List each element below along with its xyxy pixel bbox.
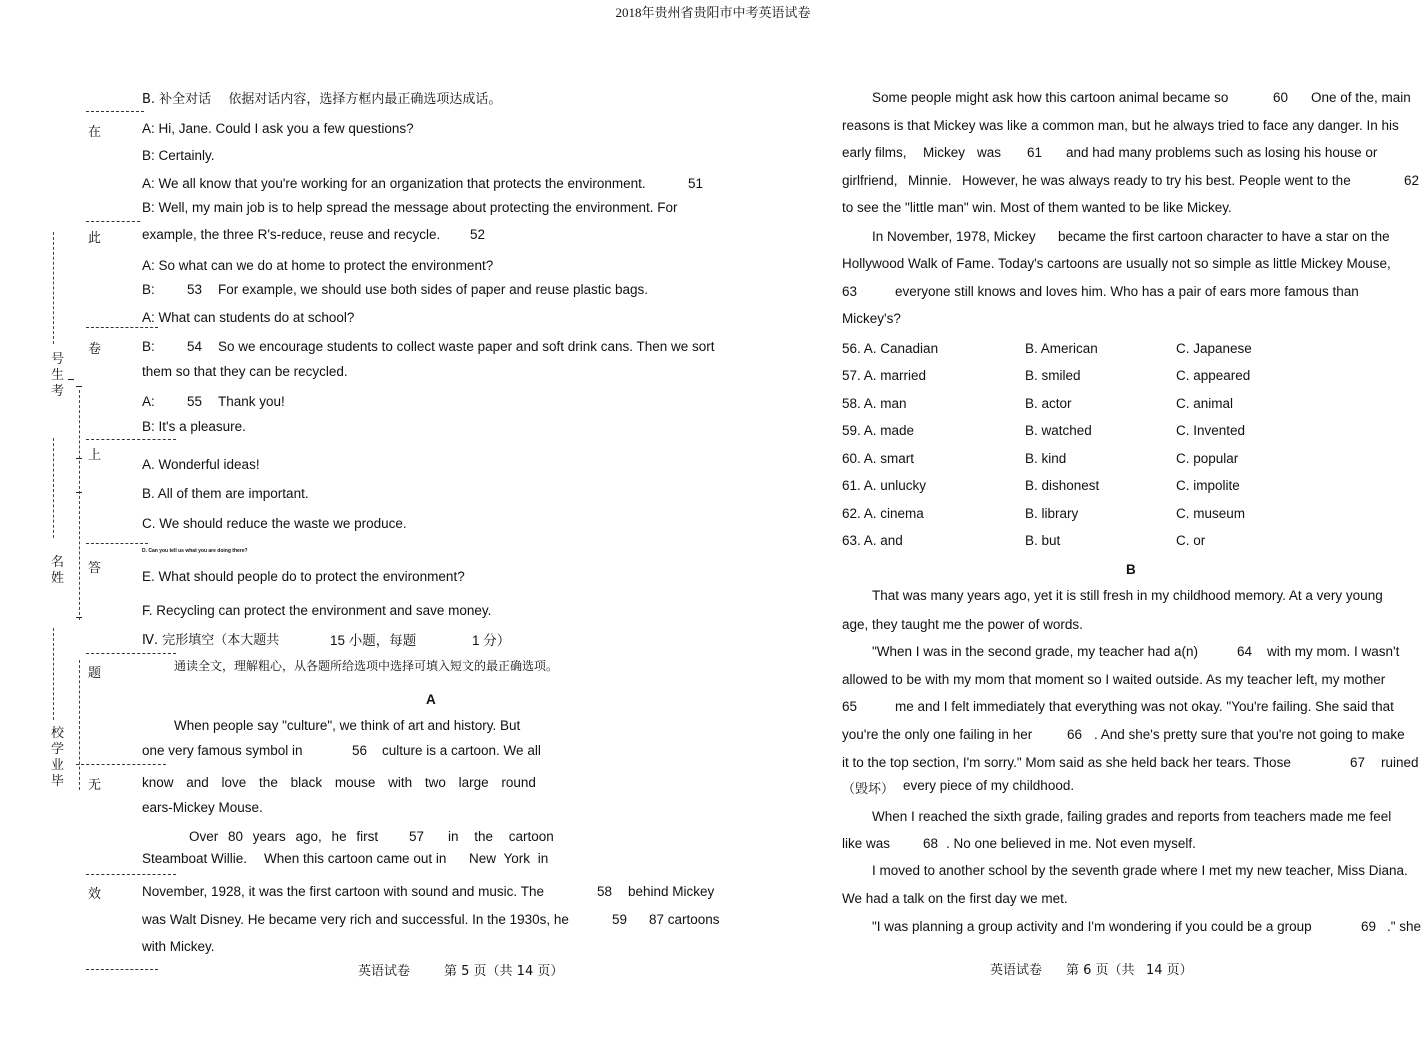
passage-line: . And she's pretty sure that you're not going to make	[1094, 727, 1405, 742]
passage-line: age, they taught me the power of words.	[842, 617, 1083, 632]
choice-b: B. American	[1025, 341, 1098, 356]
choice-a: 60. A. smart	[842, 451, 915, 466]
choice-b: B. smiled	[1025, 368, 1081, 383]
margin-tick	[76, 458, 82, 459]
choice-a: 57. A. married	[842, 368, 927, 383]
blank-number: 67	[1350, 755, 1366, 770]
passage-line: In November, 1978, Mickey	[872, 229, 1036, 244]
dialogue-line: B: It's a pleasure.	[142, 419, 246, 434]
passage-line: "When I was in the second grade, my teacher had a(n)	[872, 644, 1198, 659]
blank-number: 65	[842, 699, 858, 714]
passage-line: One of the, main	[1311, 90, 1411, 105]
blank-number: 58	[597, 884, 613, 899]
margin-dashed-line	[79, 660, 80, 790]
option-item: F. Recycling can protect the environment and save money.	[142, 603, 492, 618]
passage-line: Over 80 years ago, he first	[189, 829, 379, 844]
margin-word: 题	[88, 666, 102, 681]
passage-line: When I reached the sixth grade, failing grades and reports from teachers made me feel	[872, 809, 1392, 824]
choice-c: C. Invented	[1176, 423, 1246, 438]
passage-line: ears-Mickey Mouse.	[142, 800, 263, 815]
choice-a: 63. A. and	[842, 533, 903, 548]
page-footer-number: 第 5 页（共 14 页）	[444, 964, 564, 979]
blank-number: 61	[1027, 145, 1043, 160]
passage-line: girlfriend,	[842, 173, 898, 188]
dialogue-line: A:	[142, 394, 155, 409]
passage-line: That was many years ago, yet it is still fresh in my childhood memory. At a very young	[872, 588, 1383, 603]
passage-line: reasons is that Mickey was like a common man, but he always tried to face any danger. In his	[842, 118, 1399, 133]
choice-a: 56. A. Canadian	[842, 341, 939, 356]
passage-line: I moved to another school by the seventh grade where I met my new teacher, Miss Diana.	[872, 863, 1408, 878]
passage-line: was Walt Disney. He became very rich and successful. In the 1930s, he	[142, 912, 569, 927]
section-b-heading: B. 补全对话 依据对话内容，选择方框内最正确选项达成话。	[142, 92, 502, 107]
margin-tick	[76, 492, 82, 493]
choice-c: C. popular	[1176, 451, 1239, 466]
passage-line: every piece of my childhood.	[903, 778, 1075, 793]
passage-line: early films,	[842, 145, 907, 160]
passage-line: Hollywood Walk of Fame. Today's cartoons are usually not so simple as little Mickey Mouse,	[842, 256, 1391, 271]
passage-b-label: B	[1126, 562, 1136, 577]
cut-line	[86, 439, 176, 440]
passage-line: everyone still knows and loves him. Who has a pair of ears more famous than	[895, 284, 1359, 299]
cut-line	[86, 327, 158, 328]
candidate-number-label: 号生考	[51, 352, 65, 399]
margin-tick	[76, 617, 82, 618]
blank-number: 57	[409, 829, 425, 844]
dialogue-line: For example, we should use both sides of paper and reuse plastic bags.	[218, 282, 649, 297]
choice-a: 58. A. man	[842, 396, 907, 411]
choice-c: C. impolite	[1176, 478, 1240, 493]
blank-number: 60	[1273, 90, 1289, 105]
passage-line: When people say "culture", we think of art and history. But	[174, 718, 521, 733]
passage-line: ." she	[1387, 919, 1422, 934]
blank-number: 56	[352, 743, 368, 758]
margin-word: 上	[88, 448, 102, 463]
cut-line	[86, 874, 176, 875]
choice-b: B. dishonest	[1025, 478, 1100, 493]
margin-word: 答	[88, 561, 102, 576]
choice-c: C. museum	[1176, 506, 1246, 521]
margin-word: 无	[88, 778, 102, 793]
passage-line: New York in	[469, 851, 549, 866]
passage-line: "I was planning a group activity and I'm wondering if you could be a group	[872, 919, 1312, 934]
blank-number: 66	[1067, 727, 1083, 742]
page-footer-number: 第 6 页（共	[1066, 963, 1135, 978]
passage-line: When this cartoon came out in	[264, 851, 447, 866]
choice-b: B. library	[1025, 506, 1079, 521]
passage-line: one very famous symbol in	[142, 743, 303, 758]
cut-line	[86, 653, 176, 654]
choice-c: C. or	[1176, 533, 1206, 548]
blank-number: 54	[187, 339, 203, 354]
name-label: 名姓	[51, 555, 65, 586]
part4-heading: 1 分）	[472, 633, 511, 648]
choice-a: 59. A. made	[842, 423, 915, 438]
choice-a: 62. A. cinema	[842, 506, 924, 521]
passage-line: Mickey	[923, 145, 966, 160]
part4-heading: Ⅳ. 完形填空（本大题共	[142, 633, 280, 648]
option-item: C. We should reduce the waste we produce.	[142, 516, 407, 531]
dialogue-line: A: What can students do at school?	[142, 310, 355, 325]
dialogue-line: B:	[142, 339, 155, 354]
passage-line: and had many problems such as losing his house or	[1066, 145, 1378, 160]
choice-c: C. animal	[1176, 396, 1234, 411]
dialogue-line: them so that they can be recycled.	[142, 364, 348, 379]
margin-word: 卷	[88, 342, 102, 357]
margin-tick	[76, 386, 82, 387]
page-footer-subject: 英语试卷	[358, 964, 411, 979]
part4-heading: 15 小题，每题	[330, 633, 417, 648]
passage-line: ruined	[1381, 755, 1419, 770]
blank-number: 55	[187, 394, 203, 409]
passage-line: behind Mickey	[628, 884, 715, 899]
margin-dashed-line	[53, 438, 54, 538]
margin-dashed-line	[79, 390, 80, 620]
option-item: A. Wonderful ideas!	[142, 457, 260, 472]
cut-line	[86, 221, 140, 222]
margin-word: 此	[88, 231, 102, 246]
cut-line	[86, 969, 158, 970]
passage-line: We had a talk on the first day we met.	[842, 891, 1068, 906]
margin-dashed-line	[53, 232, 54, 344]
blank-number: 51	[688, 176, 704, 191]
passage-line: allowed to be with my mom that moment so I waited outside. As my teacher left, my mother	[842, 672, 1386, 687]
choice-a: 61. A. unlucky	[842, 478, 927, 493]
document-title: 2018年贵州省贵阳市中考英语试卷	[615, 5, 811, 20]
choice-b: B. actor	[1025, 396, 1072, 411]
passage-line: was	[977, 145, 1002, 160]
blank-number: 62	[1404, 173, 1420, 188]
dialogue-line: example, the three R's-reduce, reuse and recycle.	[142, 227, 441, 242]
margin-tick	[68, 379, 74, 380]
cut-line	[76, 764, 166, 765]
passage-line: became the first cartoon character to have a star on the	[1058, 229, 1390, 244]
passage-line: you're the only one failing in her	[842, 727, 1033, 742]
passage-line: to see the "little man" win. Most of them wanted to be like Mickey.	[842, 200, 1232, 215]
margin-word: 在	[88, 125, 102, 140]
page-footer-total: 14 页）	[1146, 963, 1193, 978]
choice-c: C. appeared	[1176, 368, 1251, 383]
passage-a-label: A	[426, 692, 436, 707]
passage-line: . No one believed in me. Not even myself.	[946, 836, 1196, 851]
part4-instruction: 通读全文，理解粗心，从各题所给选项中选择可填入短文的最正确选项。	[174, 659, 559, 673]
school-label: 校学业毕	[51, 726, 65, 789]
passage-line: me and I felt immediately that everything was not okay. "You're failing. She said that	[895, 699, 1394, 714]
passage-line: （毁坏）	[842, 782, 895, 797]
option-item: E. What should people do to protect the environment?	[142, 569, 465, 584]
choice-b: B. but	[1025, 533, 1061, 548]
passage-line: However, he was always ready to try his best. People went to the	[962, 173, 1351, 188]
option-item: B. All of them are important.	[142, 486, 309, 501]
margin-dashed-line	[53, 628, 54, 720]
passage-line: like was	[842, 836, 891, 851]
dialogue-line: A: Hi, Jane. Could I ask you a few questions?	[142, 121, 414, 136]
passage-line: with my mom. I wasn't	[1267, 644, 1400, 659]
dialogue-line: B: Certainly.	[142, 148, 215, 163]
choice-b: B. kind	[1025, 451, 1067, 466]
choice-b: B. watched	[1025, 423, 1092, 438]
dialogue-line: Thank you!	[218, 394, 285, 409]
passage-line: Some people might ask how this cartoon animal became so	[872, 90, 1229, 105]
dialogue-line: So we encourage students to collect waste paper and soft drink cans. Then we sort	[218, 339, 715, 354]
dialogue-line: B:	[142, 282, 155, 297]
blank-number: 69	[1361, 919, 1377, 934]
blank-number: 63	[842, 284, 858, 299]
margin-word: 效	[88, 887, 102, 902]
passage-line: it to the top section, I'm sorry." Mom said as she held back her tears. Those	[842, 755, 1291, 770]
dialogue-line: B: Well, my main job is to help spread the message about protecting the environment. For	[142, 200, 678, 215]
choice-c: C. Japanese	[1176, 341, 1252, 356]
dialogue-line: A: We all know that you're working for an organization that protects the environment.	[142, 176, 646, 191]
cut-line	[86, 543, 148, 544]
passage-line: Minnie.	[908, 173, 952, 188]
blank-number: 53	[187, 282, 203, 297]
cut-line	[86, 111, 144, 112]
blank-number: 59	[612, 912, 628, 927]
option-item: D. Can you tell us what you are doing there?	[142, 548, 248, 554]
blank-number: 64	[1237, 644, 1253, 659]
passage-line: Mickey's?	[842, 311, 901, 326]
passage-line: November, 1928, it was the first cartoon with sound and music. The	[142, 884, 544, 899]
page-footer-subject: 英语试卷	[990, 963, 1043, 978]
passage-line: Steamboat Willie.	[142, 851, 248, 866]
passage-line: culture is a cartoon. We all	[382, 743, 541, 758]
blank-number: 52	[470, 227, 486, 242]
dialogue-line: A: So what can we do at home to protect the environment?	[142, 258, 494, 273]
blank-number: 68	[923, 836, 939, 851]
passage-line: know and love the black mouse with two large round	[142, 775, 536, 790]
passage-line: 87 cartoons	[649, 912, 720, 927]
passage-line: in the cartoon	[448, 829, 554, 844]
passage-line: with Mickey.	[142, 939, 215, 954]
